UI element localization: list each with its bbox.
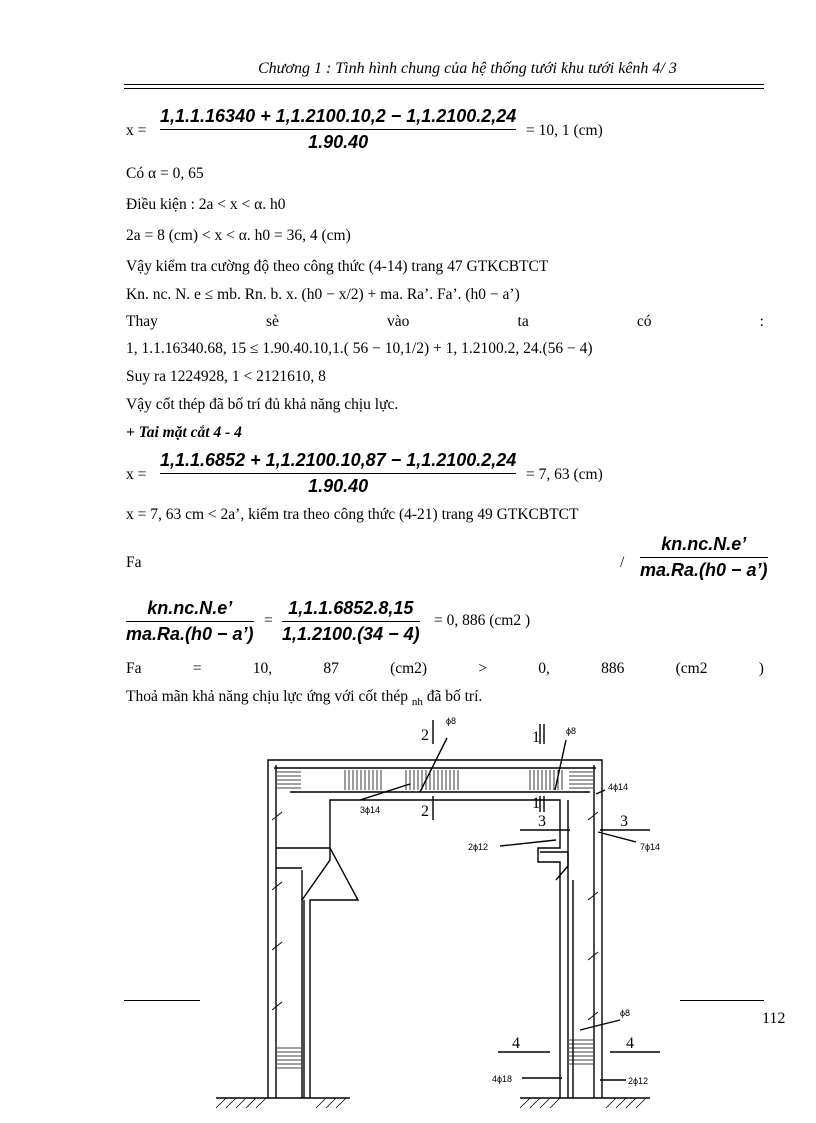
word: 87 bbox=[323, 660, 339, 677]
fa-label: Fa bbox=[126, 554, 142, 571]
word: có bbox=[636, 313, 652, 330]
formula3-den-sym: ma.Ra.(h0 − a’) bbox=[126, 624, 254, 644]
satisfy-end: đã bố trí. bbox=[426, 688, 483, 705]
formula2-result: = 7, 63 (cm) bbox=[526, 466, 603, 483]
section-4-left: 4 bbox=[512, 1035, 520, 1052]
rebar-7p14: 7ϕ14 bbox=[640, 842, 661, 852]
word: 10, bbox=[252, 660, 273, 677]
formula1-lhs: x = bbox=[126, 122, 147, 139]
word: Thay bbox=[126, 313, 158, 330]
word: : bbox=[759, 313, 764, 330]
section-2-top: 2 bbox=[421, 727, 429, 744]
word: = bbox=[192, 660, 202, 677]
verify-line: Vậy kiểm tra cường độ theo công thức (4-14) trang 47 GTKCBTCT bbox=[126, 258, 549, 275]
page-number: 112 bbox=[762, 1010, 786, 1027]
alpha-line: Có α = 0, 65 bbox=[126, 165, 204, 182]
page-header-title: Chương 1 : Tình hình chung của hệ thống tưới khu tưới kênh 4/ 3 bbox=[258, 60, 677, 77]
word: > bbox=[478, 660, 488, 677]
word: vào bbox=[387, 313, 410, 330]
formula2-denominator: 1.90.40 bbox=[308, 476, 369, 496]
stirrup-phi8-b: ϕ8 bbox=[566, 726, 577, 736]
satisfy-text: Thoả mãn khả năng chịu lực ứng với cốt thép bbox=[126, 688, 408, 705]
word: sè bbox=[265, 313, 279, 330]
section44-heading: + Tai mặt cắt 4 - 4 bbox=[126, 424, 242, 441]
section-4-right: 4 bbox=[626, 1035, 634, 1052]
substituted-line: 1, 1.1.16340.68, 15 ≤ 1.90.40.10,1.( 56 − 10,1/2) + 1, 1.2100.2, 24.(56 − 4) bbox=[126, 340, 593, 357]
rebar-2p12-bottom: 2ϕ12 bbox=[628, 1076, 649, 1086]
formula1-denominator: 1.90.40 bbox=[308, 132, 369, 152]
formula1-result: = 10, 1 (cm) bbox=[526, 122, 603, 139]
satisfy-sub: nh bbox=[411, 696, 423, 709]
fa-slash: / bbox=[620, 554, 625, 571]
fa-fraction-num: kn.nc.N.e’ bbox=[661, 534, 747, 554]
word: (cm2 bbox=[675, 660, 708, 677]
formula2-lhs: x = bbox=[126, 466, 147, 483]
result-line: Suy ra 1224928, 1 < 2121610, 8 bbox=[126, 368, 326, 385]
strength-formula-line: Kn. nc. N. e ≤ mb. Rn. b. x. (h0 − x/2) + ma. Ra’. Fa’. (h0 − a’) bbox=[126, 286, 520, 303]
section-3-left: 3 bbox=[538, 813, 546, 830]
section-1-top: 1 bbox=[532, 729, 540, 746]
fa-fraction-den: ma.Ra.(h0 − a’) bbox=[640, 560, 768, 580]
section-1-bottom: 1 bbox=[532, 795, 540, 812]
stirrup-phi8-c: ϕ8 bbox=[620, 1008, 631, 1018]
section-2-bottom: 2 bbox=[421, 803, 429, 820]
word: 886 bbox=[601, 660, 625, 677]
rebar-4p18: 4ϕ18 bbox=[492, 1074, 513, 1084]
stirrup-phi8-a: ϕ8 bbox=[446, 716, 457, 726]
word: ta bbox=[517, 313, 529, 330]
rebar-2p12-top: 2ϕ12 bbox=[468, 842, 489, 852]
formula2-numerator: 1,1.1.6852 + 1,1.2100.10,87 − 1,1.2100.2,24 bbox=[160, 450, 517, 470]
formula3-num-val: 1,1.1.6852.8,15 bbox=[288, 598, 414, 618]
equals-sign: = bbox=[264, 612, 273, 629]
word: ) bbox=[758, 660, 764, 677]
word: 0, bbox=[538, 660, 550, 677]
word: (cm2) bbox=[390, 660, 428, 677]
formula3-num-sym: kn.nc.N.e’ bbox=[147, 598, 233, 618]
x-check-line: x = 7, 63 cm < 2a’, kiểm tra theo công thức (4-21) trang 49 GTKCBTCT bbox=[126, 506, 579, 523]
section-3-right: 3 bbox=[620, 813, 628, 830]
formula3-den-val: 1,1.2100.(34 − 4) bbox=[282, 624, 420, 644]
word: Fa bbox=[126, 660, 142, 677]
formula1-numerator: 1,1.1.16340 + 1,1.2100.10,2 − 1,1.2100.2,24 bbox=[160, 106, 517, 126]
formula3-result: = 0, 886 (cm2 ) bbox=[434, 612, 531, 629]
rebar-4p14: 4ϕ14 bbox=[608, 782, 629, 792]
conclusion-line: Vậy cốt thép đã bố trí đủ khả năng chịu lực. bbox=[126, 396, 399, 413]
rebar-3p14: 3ϕ14 bbox=[360, 805, 381, 815]
condition-line: Điều kiện : 2a < x < α. h0 bbox=[126, 196, 286, 213]
check-line: 2a = 8 (cm) < x < α. h0 = 36, 4 (cm) bbox=[126, 227, 351, 244]
